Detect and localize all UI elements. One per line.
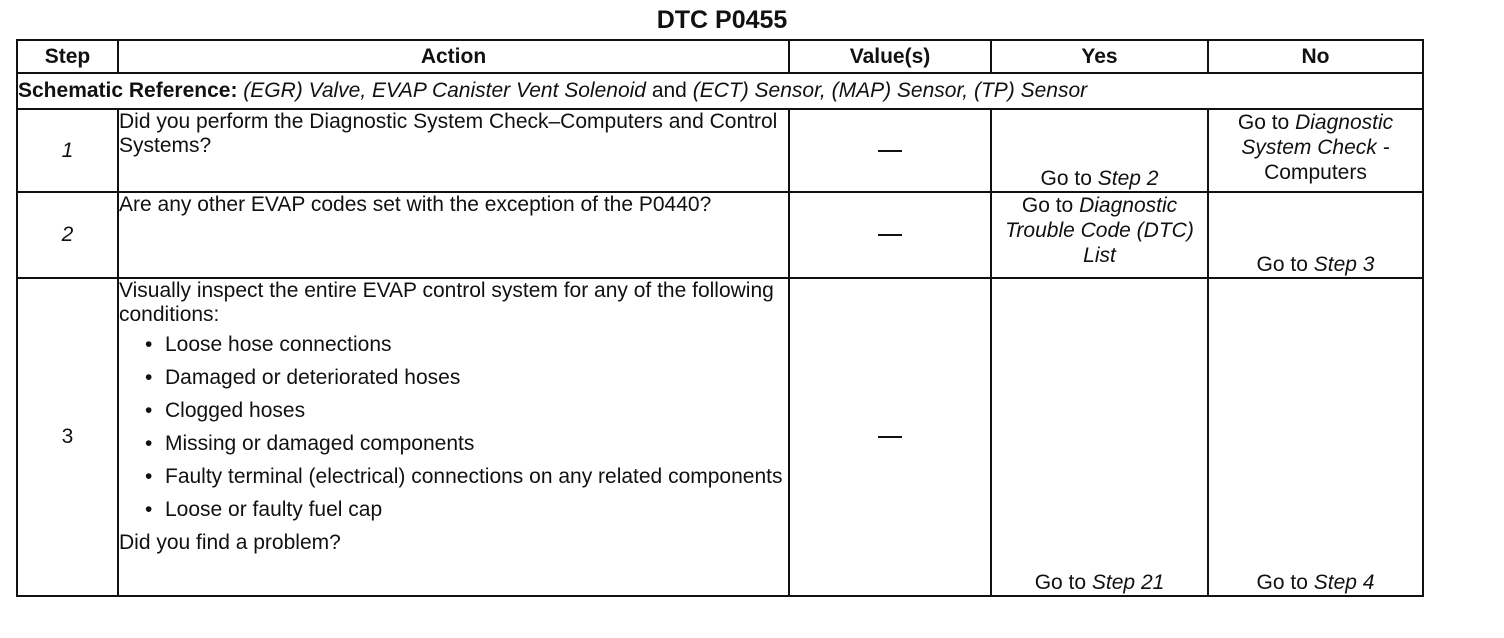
no-link[interactable]: Step 4	[1313, 571, 1375, 594]
no-suffix: Computers	[1264, 161, 1367, 184]
no-cell	[1208, 192, 1423, 278]
list-item: • Loose or faulty fuel cap	[145, 498, 788, 522]
action-text: Are any other EVAP codes set with the exception of the P0440?	[118, 192, 789, 278]
yes-prefix: Go to	[1021, 194, 1074, 217]
list-item: • Faulty terminal (electrical) connections on any related components	[145, 465, 788, 489]
table-row	[17, 109, 1423, 192]
yes-prefix: Go to	[1040, 167, 1092, 190]
action-intro: Visually inspect the entire EVAP control system for any of the following conditions:	[119, 279, 774, 326]
yes-link[interactable]: Step 21	[1091, 571, 1165, 594]
list-item: • Missing or damaged components	[145, 432, 788, 456]
value-cell	[789, 109, 991, 192]
dtc-table	[16, 39, 1424, 597]
conditions-list	[119, 333, 788, 522]
value-dash	[878, 234, 902, 236]
no-link[interactable]: Diagnostic System Check -	[1241, 111, 1394, 159]
header-no: No	[1208, 40, 1423, 73]
step-number: 1	[17, 109, 118, 192]
header-action: Action	[118, 40, 789, 73]
yes-cell	[991, 109, 1208, 192]
list-item: • Damaged or deteriorated hoses	[145, 366, 788, 390]
action-question: Did you find a problem?	[119, 531, 341, 554]
schematic-reference-row	[17, 73, 1423, 109]
value-cell	[789, 192, 991, 278]
no-prefix: Go to	[1256, 253, 1308, 276]
table-row	[17, 192, 1423, 278]
value-dash	[878, 150, 902, 152]
schematic-reference	[17, 73, 1423, 109]
step-number: 3	[17, 278, 118, 596]
step-number: 2	[17, 192, 118, 278]
no-link[interactable]: Step 3	[1313, 253, 1375, 276]
table-row	[17, 278, 1423, 596]
schematic-part-2: (ECT) Sensor, (MAP) Sensor, (TP) Sensor	[692, 79, 1088, 102]
yes-cell	[991, 278, 1208, 596]
action-cell	[118, 278, 789, 596]
yes-prefix: Go to	[1034, 571, 1087, 594]
no-prefix: Go to	[1256, 571, 1308, 594]
value-cell	[789, 278, 991, 596]
schematic-and: and	[651, 79, 687, 102]
header-yes: Yes	[991, 40, 1208, 73]
page-title: DTC P0455	[656, 6, 788, 34]
yes-cell	[991, 192, 1208, 278]
no-prefix: Go to	[1237, 111, 1290, 134]
list-item: • Clogged hoses	[145, 399, 788, 423]
header-row	[17, 40, 1423, 73]
header-step: Step	[17, 40, 118, 73]
value-dash	[878, 436, 902, 438]
list-item: • Loose hose connections	[145, 333, 788, 357]
yes-link[interactable]: Step 2	[1097, 167, 1159, 190]
action-text: Did you perform the Diagnostic System Check–Computers and Control Systems?	[118, 109, 789, 192]
no-cell	[1208, 109, 1423, 192]
schematic-part-1: (EGR) Valve, EVAP Canister Vent Solenoid	[243, 79, 646, 102]
no-cell	[1208, 278, 1423, 596]
yes-link[interactable]: Diagnostic Trouble Code (DTC) List	[1005, 194, 1194, 267]
header-values: Value(s)	[789, 40, 991, 73]
schematic-label: Schematic Reference:	[18, 79, 238, 102]
